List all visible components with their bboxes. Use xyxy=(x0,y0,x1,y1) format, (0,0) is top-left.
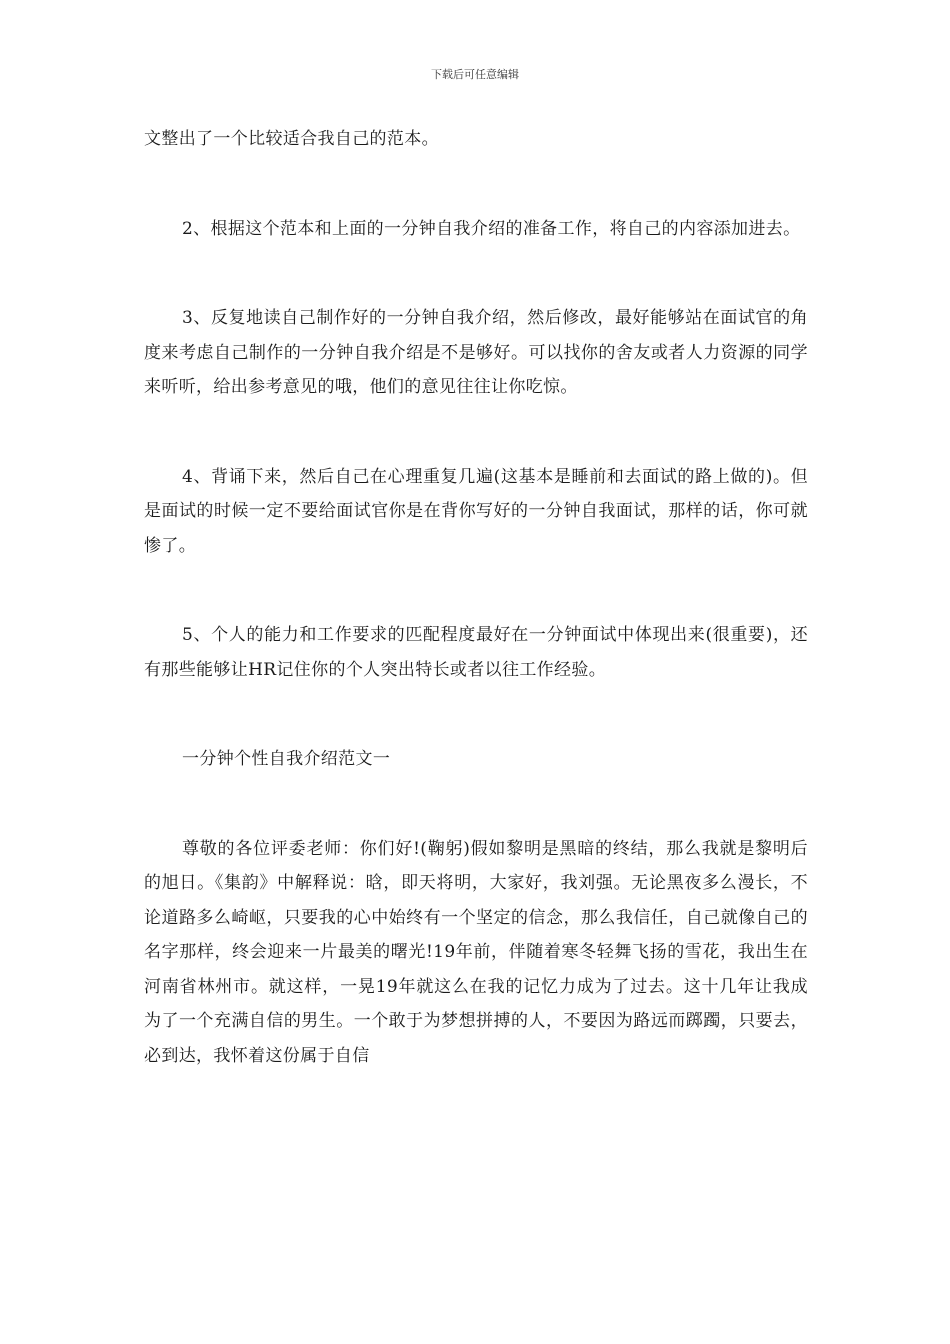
page-header: 下载后可任意编辑 xyxy=(431,68,519,81)
paragraph-continuation: 文整出了一个比较适合我自己的范本。 xyxy=(144,129,439,149)
paragraph-step-2: 2、根据这个范本和上面的一分钟自我介绍的准备工作，将自己的内容添加进去。 xyxy=(182,218,801,239)
paragraph-step-4: 4、背诵下来，然后自己在心理重复几遍(这基本是睡前和去面试的路上做的)。但是面试的时候一定不要给面试官你是在背你写好的一分钟自我面试，那样的话，你可就惨了。 xyxy=(144,466,808,556)
paragraph-step-3: 3、反复地读自己制作好的一分钟自我介绍，然后修改，最好能够站在面试官的角度来考虑自己制作的一分钟自我介绍是不是够好。可以找你的舍友或者人力资源的同学来听听，给出参考意见的哦，他们的意见往往让你吃惊。 xyxy=(144,308,808,397)
paragraph-sample-intro: 尊敬的各位评委老师：你们好!(鞠躬)假如黎明是黑暗的终结，那么我就是黎明后的旭日。《集韵》中解释说：晗，即天将明，大家好，我刘强。无论黑夜多么漫长，不论道路多么崎岖，只要我的心中始终有一个坚定的信念，那么我信任，自己就像自己的名字那样，终会迎来一片最美的曙光!19年前，伴随着寒冬轻舞飞扬的雪花，我出生在河南省林州市。就这样，一晃19年就这么在我的记忆力成为了过去。这十几年让我成为了一个充满自信的男生。一个敢于为梦想拼搏的人，不要因为路远而踯躅，只要去，必到达，我怀着这份属于自信 xyxy=(144,838,808,1066)
document-body xyxy=(144,122,808,1073)
section-heading: 一分钟个性自我介绍范文一 xyxy=(182,749,391,769)
paragraph-step-5: 5、个人的能力和工作要求的匹配程度最好在一分钟面试中体现出来(很重要)，还有那些能够让HR记住你的个人突出特长或者以往工作经验。 xyxy=(144,625,808,680)
